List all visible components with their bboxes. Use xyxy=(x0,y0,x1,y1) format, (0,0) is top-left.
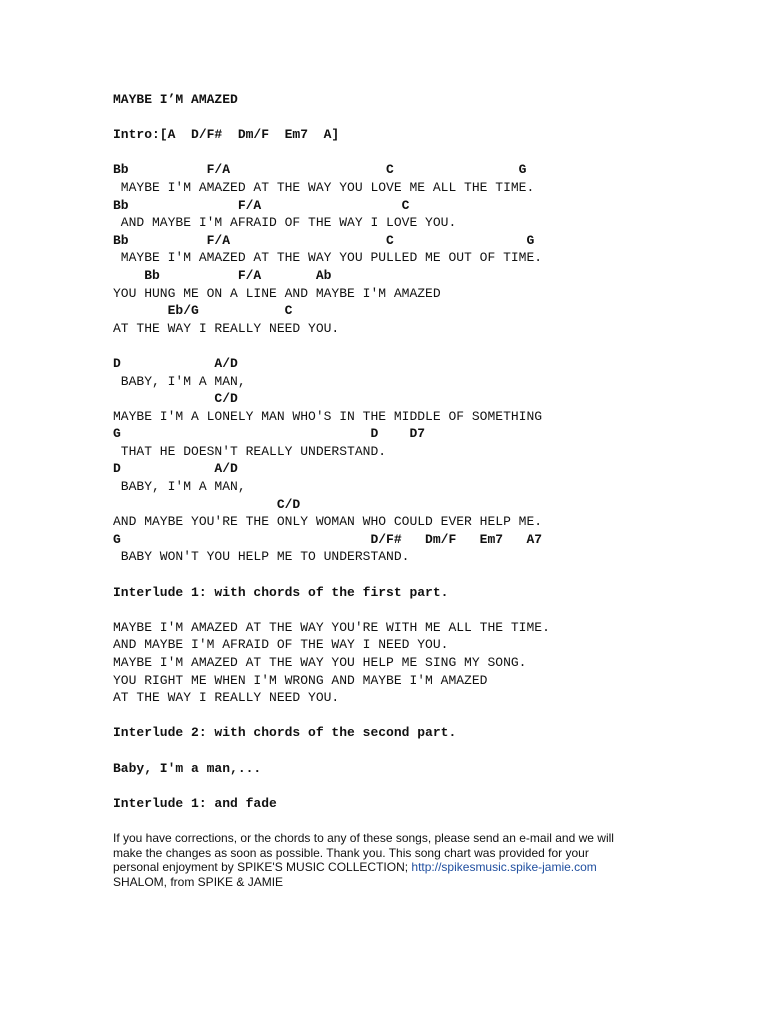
footer-line: SHALOM, from SPIKE & JAMIE xyxy=(113,874,284,889)
lyric-line: MAYBE I'M AMAZED AT THE WAY YOU PULLED ME OUT OF TIME. xyxy=(113,250,543,266)
chord-line: Bb F/A Ab xyxy=(113,267,332,283)
footer-line: make the changes as soon as possible. Thank you. This song chart was provided for your xyxy=(113,845,589,860)
song-sheet xyxy=(113,91,753,812)
spacer xyxy=(113,566,753,584)
lyric-line: BABY, I'M A MAN, xyxy=(113,479,246,495)
chord-line: D A/D xyxy=(113,461,238,477)
chord-line: C/D xyxy=(113,391,238,407)
spacer xyxy=(113,601,753,619)
lyric-line: YOU RIGHT ME WHEN I'M WRONG AND MAYBE I'M AMAZED xyxy=(113,672,488,688)
footer-credit: personal enjoyment by SPIKE'S MUSIC COLLECTION; xyxy=(113,860,412,875)
intro-chords: Intro:[A D/F# Dm/F Em7 A] xyxy=(113,127,340,143)
baby-im-a-man-note: Baby, I'm a man,... xyxy=(113,760,262,776)
lyric-line: MAYBE I'M AMAZED AT THE WAY YOU'RE WITH ME ALL THE TIME. xyxy=(113,619,550,635)
lyric-line: AND MAYBE YOU'RE THE ONLY WOMAN WHO COULD EVER HELP ME. xyxy=(113,514,543,530)
verse-1 xyxy=(113,161,753,337)
interlude-fade-note: Interlude 1: and fade xyxy=(113,795,277,811)
lyric-line: THAT HE DOESN'T REALLY UNDERSTAND. xyxy=(113,443,387,459)
chord-line: Bb F/A C xyxy=(113,197,410,213)
chord-line: G D D7 xyxy=(113,426,426,442)
lyric-line: BABY, I'M A MAN, xyxy=(113,373,246,389)
interlude-1-note: Interlude 1: with chords of the first part. xyxy=(113,584,449,600)
website-link[interactable]: http://spikesmusic.spike-jamie.com xyxy=(411,860,597,875)
lyric-line: BABY WON'T YOU HELP ME TO UNDERSTAND. xyxy=(113,549,410,565)
lyric-line: AND MAYBE I'M AFRAID OF THE WAY I NEED YOU. xyxy=(113,637,449,653)
chord-line: Eb/G C xyxy=(113,303,293,319)
lyric-line: MAYBE I'M AMAZED AT THE WAY YOU LOVE ME ALL THE TIME. xyxy=(113,179,535,195)
lyric-line: AND MAYBE I'M AFRAID OF THE WAY I LOVE YOU. xyxy=(113,215,457,231)
lyric-line: YOU HUNG ME ON A LINE AND MAYBE I'M AMAZED xyxy=(113,285,441,301)
spacer xyxy=(113,707,753,725)
spacer xyxy=(113,742,753,760)
interlude-2-note: Interlude 2: with chords of the second part. xyxy=(113,725,457,741)
chord-line: Bb F/A C G xyxy=(113,232,535,248)
footer-line: If you have corrections, or the chords to any of these songs, please send an e-mail and we will xyxy=(113,831,614,845)
spacer xyxy=(113,144,753,162)
lyric-line: AT THE WAY I REALLY NEED YOU. xyxy=(113,690,340,706)
chord-line: C/D xyxy=(113,496,301,512)
song-title: MAYBE I’M AMAZED xyxy=(113,92,238,107)
spacer xyxy=(113,109,753,127)
lyric-line: MAYBE I'M AMAZED AT THE WAY YOU HELP ME SING MY SONG. xyxy=(113,655,527,670)
spacer xyxy=(113,777,753,795)
lyric-line: AT THE WAY I REALLY NEED YOU. xyxy=(113,320,340,336)
footer-line xyxy=(113,860,673,875)
chord-line: G D/F# Dm/F Em7 A7 xyxy=(113,531,543,547)
chorus-1 xyxy=(113,355,753,566)
chord-line: D A/D xyxy=(113,355,238,371)
chord-line: Bb F/A C G xyxy=(113,162,527,178)
footer-note xyxy=(113,831,673,889)
spacer xyxy=(113,337,753,355)
lyric-line: MAYBE I'M A LONELY MAN WHO'S IN THE MIDDLE OF SOMETHING xyxy=(113,408,543,424)
verse-2 xyxy=(113,619,753,707)
